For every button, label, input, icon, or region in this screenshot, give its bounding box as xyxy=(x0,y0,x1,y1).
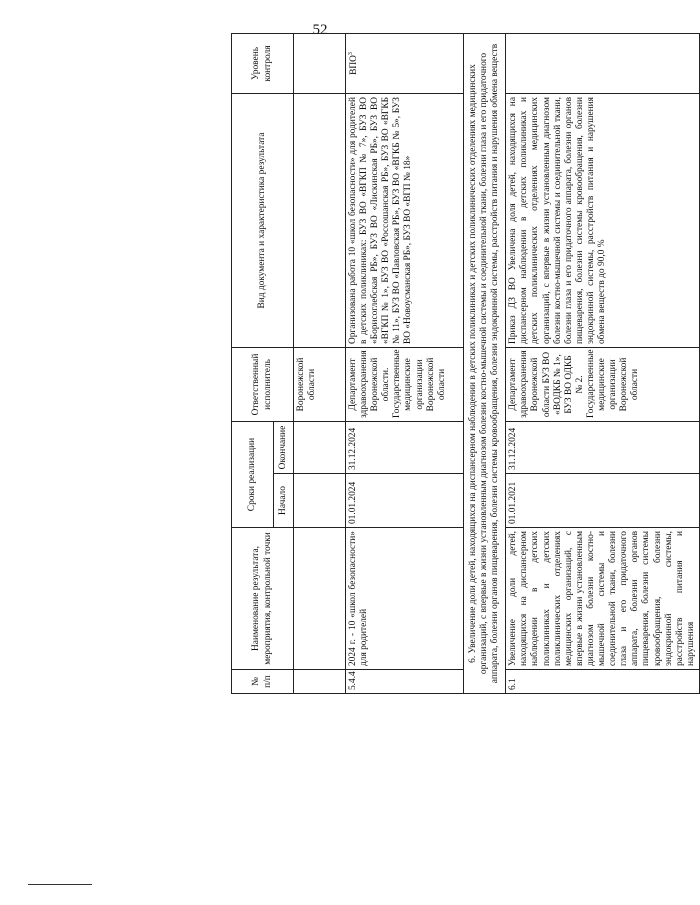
cell-responsible: Департамент здравоохранения Воронежской области БУЗ ВО «ВОДКБ № 1», БУЗ ВО ОДКБ № 2. Государственные медицинские организации Воронежской области xyxy=(506,348,700,422)
cell-end: 31.12.2024 xyxy=(346,422,464,474)
section-row xyxy=(464,34,506,694)
plan-table xyxy=(231,33,700,694)
cell-control xyxy=(294,34,346,94)
header-control: Уровень контроля xyxy=(232,34,294,94)
cell-start: 01.01.2024 xyxy=(346,474,464,528)
cell-responsible: Департамент здравоохранения Воронежской области. Государственные медицинские организации Воронежской области xyxy=(346,348,464,422)
table-row xyxy=(294,34,346,694)
cell-control xyxy=(506,34,700,94)
table-row xyxy=(346,34,464,694)
header-document: Вид документа и характеристика результата xyxy=(232,94,294,348)
header-num: № п/п xyxy=(232,670,294,694)
header-end: Окончание xyxy=(274,422,294,474)
cell-num: 5.4.4 xyxy=(346,670,464,694)
cell-num xyxy=(294,670,346,694)
cell-end: 31.12.2024 xyxy=(506,422,700,474)
cell-control xyxy=(346,34,464,94)
cell-name xyxy=(294,528,346,670)
section-title: 6. Увеличение доли детей, находящихся на диспансерном наблюдении в детских поликлиниках и детских поликлинических отделениях медицинских организаций, с впервые в жизни установленным диагнозом болезни костно-мышечной системы и соединительной ткани, болезни глаза и его придаточного аппарата, болезни органов пищеварения, болезни системы кровообращения, болезни эндокринной системы, расстройств питания и нарушения обмена веществ xyxy=(464,34,506,694)
page-number: 52 xyxy=(312,22,328,38)
cell-responsible: Воронежской области xyxy=(294,348,346,422)
header-start: Начало xyxy=(274,474,294,528)
cell-start xyxy=(294,474,346,528)
control-level: ВПО xyxy=(349,55,360,75)
header-terms: Сроки реализации xyxy=(232,422,274,528)
footnote-separator xyxy=(28,884,92,885)
cell-num: 6.1 xyxy=(506,670,700,694)
rotated-table-container xyxy=(231,34,696,694)
control-footnote-mark: 3 xyxy=(348,52,354,56)
cell-name: Увеличение доли детей, находящихся на диспансерном наблюдении в детских поликлиниках и детских поликлинических отделениях медицинских организаций, с впервые в жизни установленным диагнозом болезни костно-мышечной системы и соединительной ткани, болезни глаза и его придаточного аппарата, болезни органов пищеварения, болезни системы кровообращения, болезни эндокринной системы, расстройств питания и нарушения xyxy=(506,528,700,670)
cell-start: 01.01.2021 xyxy=(506,474,700,528)
table-row xyxy=(506,34,700,694)
cell-document xyxy=(294,94,346,348)
cell-end xyxy=(294,422,346,474)
cell-document: Приказ ДЗ ВО Увеличена доля детей, находящихся на диспансерном наблюдении в детских поликлиниках и детских поликлинических отделениях медицинских организаций, с впервые в жизни установленным диагнозом болезни костно-мышечной системы и соединительной ткани, болезни глаза и его придаточного аппарата, болезни органов пищеварения, болезни системы кровообращения, болезни эндокринной системы, расстройств питания и нарушения обмена веществ до 90,0 % xyxy=(506,94,700,348)
header-name: Наименование результата, мероприятия, контрольной точки xyxy=(232,528,294,670)
cell-name: 2024 г. - 10 «школ безопасности» для родителей xyxy=(346,528,464,670)
header-responsible: Ответственный исполнитель xyxy=(232,348,294,422)
cell-document: Организована работа 10 «школ безопасности» для родителей в детских поликлиниках: БУЗ ВО «ВГКП № 7», БУЗ ВО «Борисоглебская РБ», БУЗ ВО «Лискинская РБ», БУЗ ВО «ВГКП № 1», БУЗ ВО «Россошанская РБ», БУЗ ВО «ВГКБ № 11», БУЗ ВО «Павловская РБ», БУЗ ВО «ВГКБ № 5», БУЗ ВО «Новоусманская РБ», БУЗ ВО «ВГП № 18» xyxy=(346,94,464,348)
